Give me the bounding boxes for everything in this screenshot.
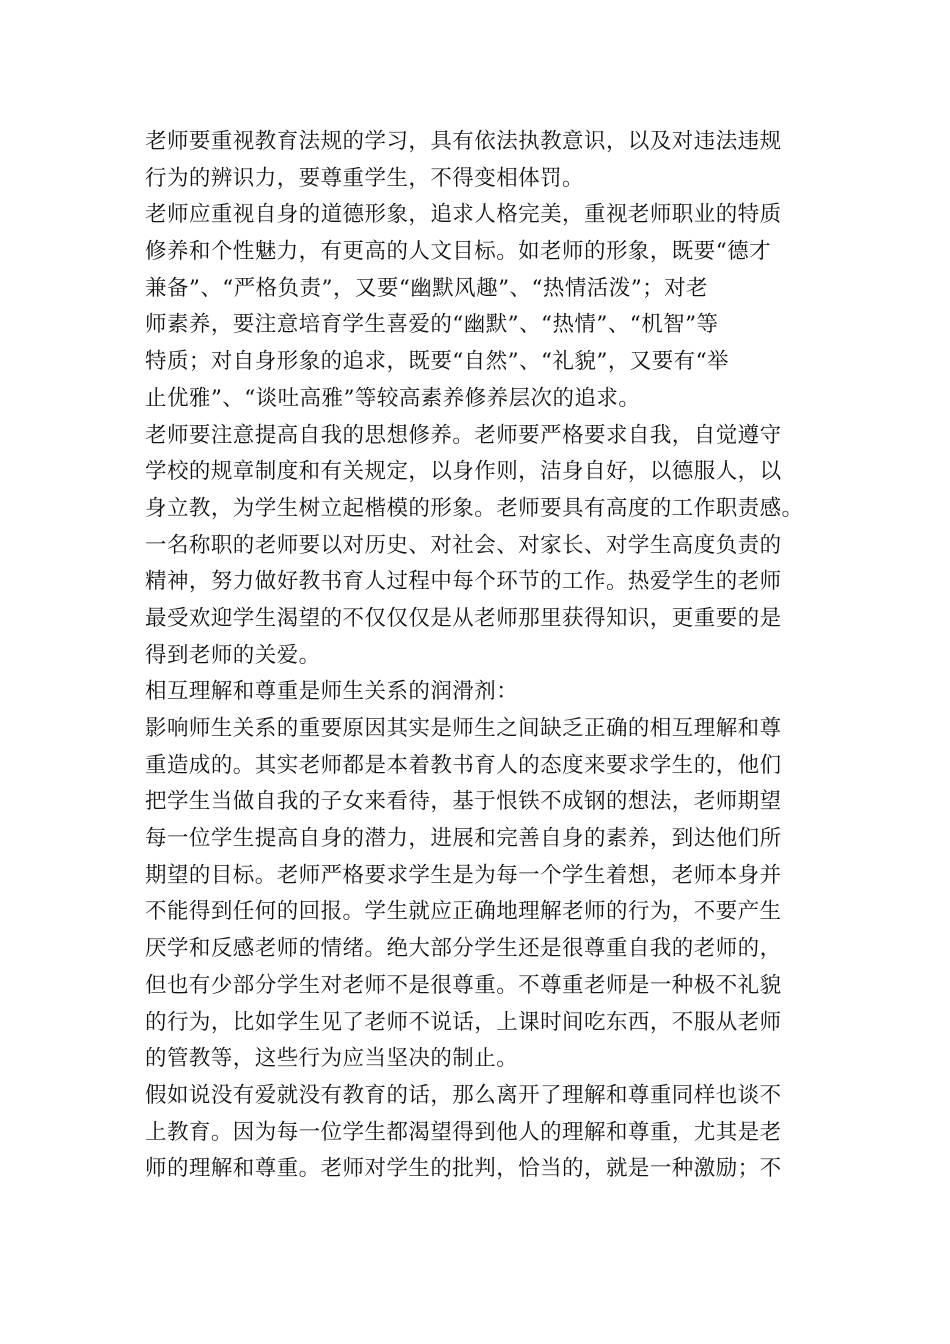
text-line: 的管教等，这些行为应当坚决的制止。	[145, 1046, 519, 1072]
text-line: 得到老师的关爱。	[145, 642, 321, 668]
text-line: 每一位学生提高自身的潜力，进展和完善自身的素养，到达他们所	[145, 826, 782, 852]
text-line: 师素养，要注意培育学生喜爱的“幽默”、“热情”、“机智”等	[145, 312, 719, 338]
text-line: 相互理解和尊重是师生关系的润滑剂：	[145, 679, 519, 705]
text-line: 行为的辨识力，要尊重学生，不得变相体罚。	[145, 165, 585, 191]
text-line: 一名称职的老师要以对历史、对社会、对家长、对学生高度负责的	[145, 532, 782, 558]
text-line: 最受欢迎学生渴望的不仅仅仅是从老师那里获得知识，更重要的是	[145, 605, 782, 631]
text-line: 把学生当做自我的子女来看待，基于恨铁不成钢的想法，老师期望	[145, 789, 782, 815]
text-line: 止优雅”、“谈吐高雅”等较高素养修养层次的追求。	[145, 385, 641, 411]
text-line: 但也有少部分学生对老师不是很尊重。不尊重老师是一种极不礼貌	[145, 972, 782, 998]
text-line: 的行为，比如学生见了老师不说话，上课时间吃东西，不服从老师	[145, 1009, 782, 1035]
text-line: 上教育。因为每一位学生都渴望得到他人的理解和尊重，尤其是老	[145, 1119, 782, 1145]
text-line: 老师应重视自身的道德形象，追求人格完美，重视老师职业的特质	[145, 202, 782, 228]
text-line: 老师要重视教育法规的学习，具有依法执教意识，以及对违法违规	[145, 129, 782, 154]
text-line: 身立教，为学生树立起楷模的形象。老师要具有高度的工作职责感。	[145, 495, 804, 521]
text-line: 不能得到任何的回报。学生就应正确地理解老师的行为，不要产生	[145, 899, 782, 925]
text-line: 影响师生关系的重要原因其实是师生之间缺乏正确的相互理解和尊	[145, 716, 782, 741]
text-line: 精神，努力做好教书育人过程中每个环节的工作。热爱学生的老师	[145, 569, 782, 595]
text-line: 重造成的。其实老师都是本着教书育人的态度来要求学生的，他们	[145, 752, 782, 778]
text-line: 师的理解和尊重。老师对学生的批判，恰当的，就是一种激励；不	[145, 1156, 782, 1182]
text-line: 特质；对自身形象的追求，既要“自然”、“礼貌”，又要有“举	[145, 349, 730, 375]
body-text	[145, 124, 825, 1188]
text-line: 修养和个性魅力，有更高的人文目标。如老师的形象，既要“德才	[145, 239, 772, 265]
text-line: 期望的目标。老师严格要求学生是为每一个学生着想，老师本身并	[145, 862, 782, 888]
text-line: 老师要注意提高自我的思想修养。老师要严格要求自我，自觉遵守	[145, 422, 782, 448]
text-line: 假如说没有爱就没有教育的话，那么离开了理解和尊重同样也谈不	[145, 1082, 782, 1108]
text-line: 兼备”、“严格负责”，又要“幽默风趣”、“热情活泼”；对老	[145, 275, 708, 301]
text-line: 厌学和反感老师的情绪。绝大部分学生还是很尊重自我的老师的，	[145, 936, 782, 962]
text-line: 学校的规章制度和有关规定，以身作则，洁身自好，以德服人，以	[145, 459, 782, 485]
